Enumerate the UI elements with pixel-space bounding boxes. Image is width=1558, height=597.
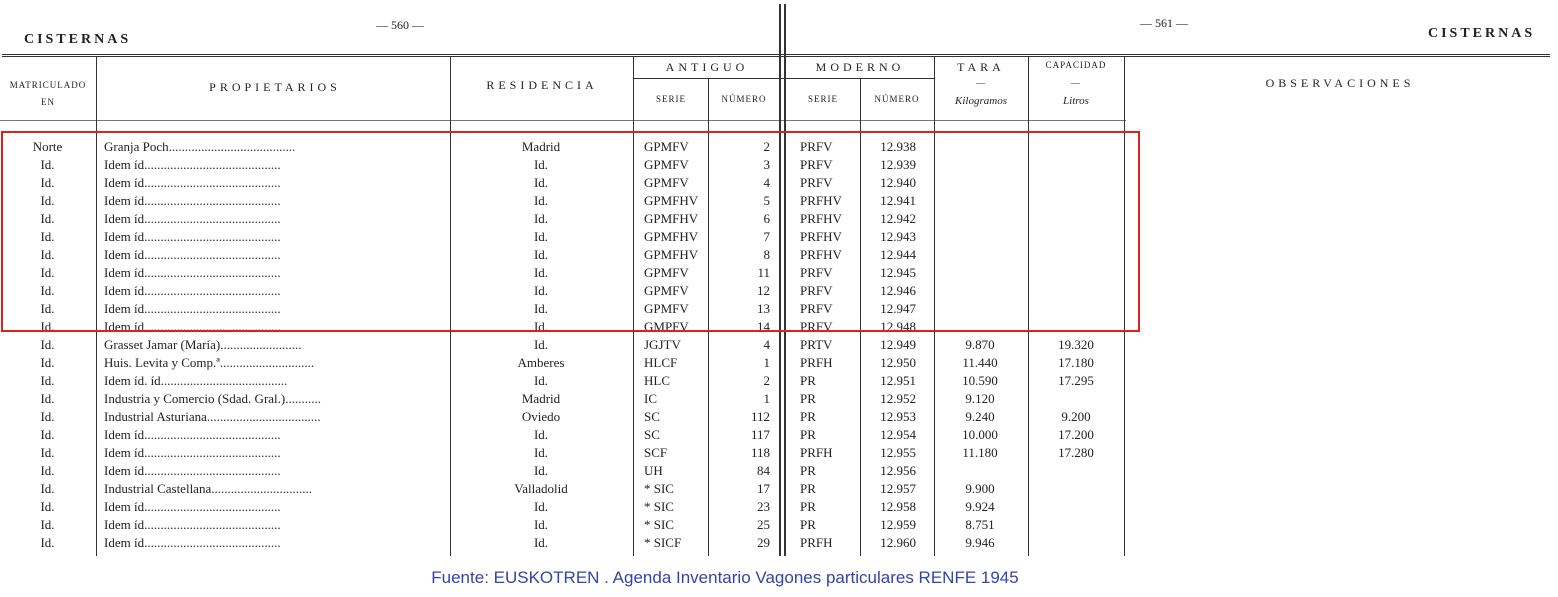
cell-res: Id.: [533, 157, 549, 172]
cell-mnum: 12.958: [880, 499, 916, 514]
cell-prop: Industrial Asturiana...................................: [104, 409, 321, 424]
cell-prop: Idem íd..........................................: [104, 301, 281, 316]
cell-mser: PRFH: [800, 445, 833, 460]
cell-anum: 29: [757, 535, 770, 550]
cell-res: Id.: [533, 445, 549, 460]
right-page-number: — 561 —: [1140, 16, 1188, 30]
cell-prop: Idem íd..........................................: [104, 283, 281, 298]
cell-mat: Id.: [40, 517, 55, 532]
col-capacidad-unit: Litros: [1063, 95, 1089, 107]
col-matriculado-en: EN: [41, 97, 55, 107]
col-propietarios: PROPIETARIOS: [209, 80, 341, 94]
cell-mser: PRFHV: [800, 211, 842, 226]
cell-aser: GPMFV: [644, 175, 689, 190]
cell-mnum: 12.950: [880, 355, 916, 370]
cell-anum: 8: [763, 247, 770, 262]
cell-mser: PRFV: [800, 139, 833, 154]
cell-mser: PRFHV: [800, 229, 842, 244]
cell-anum: 84: [757, 463, 770, 478]
cell-mat: Id.: [40, 229, 55, 244]
cell-tara: 10.000: [962, 427, 998, 442]
cell-mat: Norte: [32, 139, 63, 154]
cell-mnum: 12.951: [880, 373, 916, 388]
table-row: [0, 390, 1140, 408]
cell-tara: 11.180: [962, 445, 998, 460]
cell-aser: SC: [644, 409, 660, 424]
cell-mat: Id.: [40, 481, 55, 496]
cell-prop: Idem íd..........................................: [104, 535, 281, 550]
col-residencia: RESIDENCIA: [486, 78, 598, 92]
cell-mnum: 12.939: [880, 157, 916, 172]
left-page-number: — 560 —: [376, 18, 424, 32]
cell-mat: Id.: [40, 337, 55, 352]
cell-anum: 14: [757, 319, 770, 334]
cell-res: Id.: [533, 463, 549, 478]
cell-res: Id.: [533, 373, 549, 388]
cell-mat: Id.: [40, 463, 55, 478]
cell-aser: GPMFHV: [644, 211, 699, 226]
cell-tara: 9.870: [965, 337, 995, 352]
col-moderno-serie: SERIE: [807, 94, 838, 104]
cell-res: Id.: [533, 499, 549, 514]
cell-mat: Id.: [40, 445, 55, 460]
cell-aser: GPMFV: [644, 139, 689, 154]
cell-mser: PRFV: [800, 319, 833, 334]
cell-res: Id.: [533, 301, 549, 316]
cell-tara: 9.924: [965, 499, 995, 514]
col-tara-dash: —: [976, 78, 986, 88]
right-page-title: CISTERNAS: [1428, 26, 1536, 41]
cell-tara: 9.240: [965, 409, 995, 424]
col-observaciones: OBSERVACIONES: [1265, 76, 1415, 90]
col-tara: TARA: [957, 60, 1005, 74]
cell-mser: PR: [800, 373, 816, 388]
cell-mser: PR: [800, 427, 816, 442]
cell-mnum: 12.945: [880, 265, 916, 280]
source-caption: Fuente: EUSKOTREN . Agenda Inventario Vagones particulares RENFE 1945: [431, 568, 1019, 587]
table-row: [0, 444, 1140, 462]
cell-aser: * SICF: [644, 535, 682, 550]
cell-cap: 17.295: [1058, 373, 1094, 388]
cell-anum: 5: [763, 193, 770, 208]
cell-anum: 7: [763, 229, 770, 244]
cell-mnum: 12.955: [880, 445, 916, 460]
cell-anum: 3: [763, 157, 770, 172]
cell-mat: Id.: [40, 193, 55, 208]
col-tara-unit: Kilogramos: [955, 95, 1007, 107]
cell-mnum: 12.953: [880, 409, 916, 424]
cell-mat: Id.: [40, 247, 55, 262]
cell-mnum: 12.956: [880, 463, 916, 478]
cell-mat: Id.: [40, 319, 55, 334]
cell-mnum: 12.959: [880, 517, 916, 532]
cell-cap: 17.280: [1058, 445, 1094, 460]
cell-res: Id.: [533, 337, 549, 352]
cell-res: Madrid: [521, 391, 561, 406]
cell-anum: 1: [763, 391, 770, 406]
cell-prop: Idem íd..........................................: [104, 193, 281, 208]
cell-anum: 17: [757, 481, 770, 496]
cell-aser: JGJTV: [644, 337, 681, 352]
cell-mat: Id.: [40, 211, 55, 226]
cell-aser: UH: [644, 463, 663, 478]
col-antiguo-serie: SERIE: [655, 94, 686, 104]
table-row: [0, 480, 1140, 498]
cell-aser: GMPFV: [644, 319, 689, 334]
cell-mat: Id.: [40, 265, 55, 280]
cell-mnum: 12.948: [880, 319, 916, 334]
cell-mnum: 12.952: [880, 391, 916, 406]
cell-mnum: 12.954: [880, 427, 916, 442]
cell-tara: 11.440: [962, 355, 998, 370]
cell-res: Oviedo: [521, 409, 561, 424]
cell-mat: Id.: [40, 535, 55, 550]
cell-mat: Id.: [40, 355, 55, 370]
highlight-box: [1, 131, 1140, 332]
cell-mser: PRFV: [800, 157, 833, 172]
cell-anum: 2: [763, 373, 770, 388]
cell-res: Id.: [533, 211, 549, 226]
cell-mser: PRFHV: [800, 193, 842, 208]
cell-prop: Huis. Levita y Comp.ª.............................: [104, 355, 315, 370]
cell-tara: 8.751: [965, 517, 995, 532]
cell-mnum: 12.944: [880, 247, 916, 262]
cell-mser: PR: [800, 391, 816, 406]
cell-prop: Grasset Jamar (María).........................: [104, 337, 302, 352]
cell-mser: PR: [800, 517, 816, 532]
cell-aser: GPMFV: [644, 265, 689, 280]
cell-mat: Id.: [40, 175, 55, 190]
cell-res: Amberes: [517, 355, 565, 370]
cell-mnum: 12.941: [880, 193, 916, 208]
table-row: [0, 372, 1140, 390]
cell-aser: GPMFHV: [644, 193, 699, 208]
cell-res: Id.: [533, 535, 549, 550]
table-row: [0, 462, 1140, 480]
cell-mat: Id.: [40, 391, 55, 406]
cell-res: Id.: [533, 517, 549, 532]
cell-mnum: 12.957: [880, 481, 916, 496]
cell-prop: Idem íd..........................................: [104, 319, 281, 334]
col-capacidad-dash: —: [1071, 78, 1081, 88]
cell-tara: 9.946: [965, 535, 995, 550]
cell-aser: GPMFV: [644, 301, 689, 316]
cell-mser: PR: [800, 463, 816, 478]
cell-aser: HLC: [644, 373, 670, 388]
cell-aser: GPMFV: [644, 157, 689, 172]
cell-tara: 9.900: [965, 481, 995, 496]
cell-cap: 9.200: [1061, 409, 1091, 424]
cell-res: Id.: [533, 319, 549, 334]
cell-mnum: 12.938: [880, 139, 916, 154]
cell-prop: Idem íd..........................................: [104, 427, 281, 442]
cell-res: Id.: [533, 247, 549, 262]
cell-aser: GPMFHV: [644, 229, 699, 244]
cell-prop: Idem íd. íd.......................................: [104, 373, 288, 388]
cell-mat: Id.: [40, 499, 55, 514]
cell-prop: Idem íd..........................................: [104, 247, 281, 262]
cell-anum: 117: [750, 427, 770, 442]
cell-mat: Id.: [40, 301, 55, 316]
cell-tara: 9.120: [965, 391, 995, 406]
table-row: [0, 408, 1140, 426]
cell-res: Id.: [533, 283, 549, 298]
cell-anum: 4: [763, 175, 770, 190]
col-moderno: MODERNO: [815, 60, 905, 74]
cell-res: Id.: [533, 229, 549, 244]
cell-aser: HLCF: [644, 355, 678, 370]
cell-cap: 19.320: [1058, 337, 1094, 352]
cell-res: Madrid: [521, 139, 561, 154]
cell-aser: GPMFV: [644, 283, 689, 298]
cell-anum: 112: [750, 409, 770, 424]
cell-cap: 17.200: [1058, 427, 1094, 442]
cell-mser: PR: [800, 409, 816, 424]
cell-mnum: 12.946: [880, 283, 916, 298]
cell-aser: SCF: [644, 445, 668, 460]
table-row: [0, 426, 1140, 444]
cell-prop: Idem íd..........................................: [104, 445, 281, 460]
cell-mat: Id.: [40, 427, 55, 442]
col-capacidad: CAPACIDAD: [1045, 60, 1107, 70]
cell-mser: PRFV: [800, 265, 833, 280]
cell-aser: GPMFHV: [644, 247, 699, 262]
cell-mnum: 12.943: [880, 229, 916, 244]
cell-prop: Idem íd..........................................: [104, 157, 281, 172]
cell-anum: 118: [750, 445, 770, 460]
table-row: [0, 516, 1140, 534]
cell-mnum: 12.960: [880, 535, 916, 550]
cell-mser: PRFV: [800, 175, 833, 190]
cell-mat: Id.: [40, 283, 55, 298]
left-page-title: CISTERNAS: [24, 32, 132, 47]
cell-mser: PR: [800, 499, 816, 514]
cell-mnum: 12.949: [880, 337, 916, 352]
cell-mat: Id.: [40, 373, 55, 388]
table-row: [0, 498, 1140, 516]
cell-prop: Idem íd..........................................: [104, 211, 281, 226]
cell-res: Id.: [533, 427, 549, 442]
cell-res: Valladolid: [514, 481, 568, 496]
cell-anum: 25: [757, 517, 770, 532]
table-row: [0, 354, 1140, 372]
cell-mnum: 12.940: [880, 175, 916, 190]
cell-mat: Id.: [40, 409, 55, 424]
cell-mser: PRFHV: [800, 247, 842, 262]
cell-anum: 11: [757, 265, 770, 280]
cell-aser: * SIC: [644, 517, 674, 532]
cell-mser: PRFV: [800, 301, 833, 316]
table-row: [0, 336, 1140, 354]
cell-mnum: 12.942: [880, 211, 916, 226]
cell-mser: PRTV: [800, 337, 833, 352]
cell-anum: 12: [757, 283, 770, 298]
cell-mser: PR: [800, 481, 816, 496]
cell-cap: 17.180: [1058, 355, 1094, 370]
cell-mat: Id.: [40, 157, 55, 172]
cell-anum: 23: [757, 499, 770, 514]
cell-aser: * SIC: [644, 481, 674, 496]
cell-prop: Industria y Comercio (Sdad. Gral.)...........: [104, 391, 321, 406]
cell-prop: Idem íd..........................................: [104, 517, 281, 532]
cell-anum: 1: [763, 355, 770, 370]
cell-prop: Idem íd..........................................: [104, 499, 281, 514]
cell-anum: 2: [763, 139, 770, 154]
cell-anum: 6: [763, 211, 770, 226]
cell-mser: PRFV: [800, 283, 833, 298]
cell-mser: PRFH: [800, 355, 833, 370]
cell-mser: PRFH: [800, 535, 833, 550]
cell-prop: Idem íd..........................................: [104, 229, 281, 244]
cell-anum: 4: [763, 337, 770, 352]
cell-prop: Idem íd..........................................: [104, 265, 281, 280]
cell-res: Id.: [533, 193, 549, 208]
cell-prop: Granja Poch.......................................: [104, 139, 296, 154]
cell-prop: Idem íd..........................................: [104, 463, 281, 478]
cell-tara: 10.590: [962, 373, 998, 388]
cell-mnum: 12.947: [880, 301, 916, 316]
col-matriculado: MATRICULADO: [9, 80, 87, 90]
cell-aser: * SIC: [644, 499, 674, 514]
col-moderno-numero: NÚMERO: [874, 94, 920, 104]
col-antiguo-numero: NÚMERO: [721, 94, 767, 104]
cell-prop: Industrial Castellana...............................: [104, 481, 312, 496]
cell-res: Id.: [533, 265, 549, 280]
cell-res: Id.: [533, 175, 549, 190]
cell-aser: IC: [644, 391, 657, 406]
cell-aser: SC: [644, 427, 660, 442]
cell-anum: 13: [757, 301, 770, 316]
cell-prop: Idem íd..........................................: [104, 175, 281, 190]
table-row: [0, 534, 1140, 552]
col-antiguo: ANTIGUO: [665, 60, 749, 74]
